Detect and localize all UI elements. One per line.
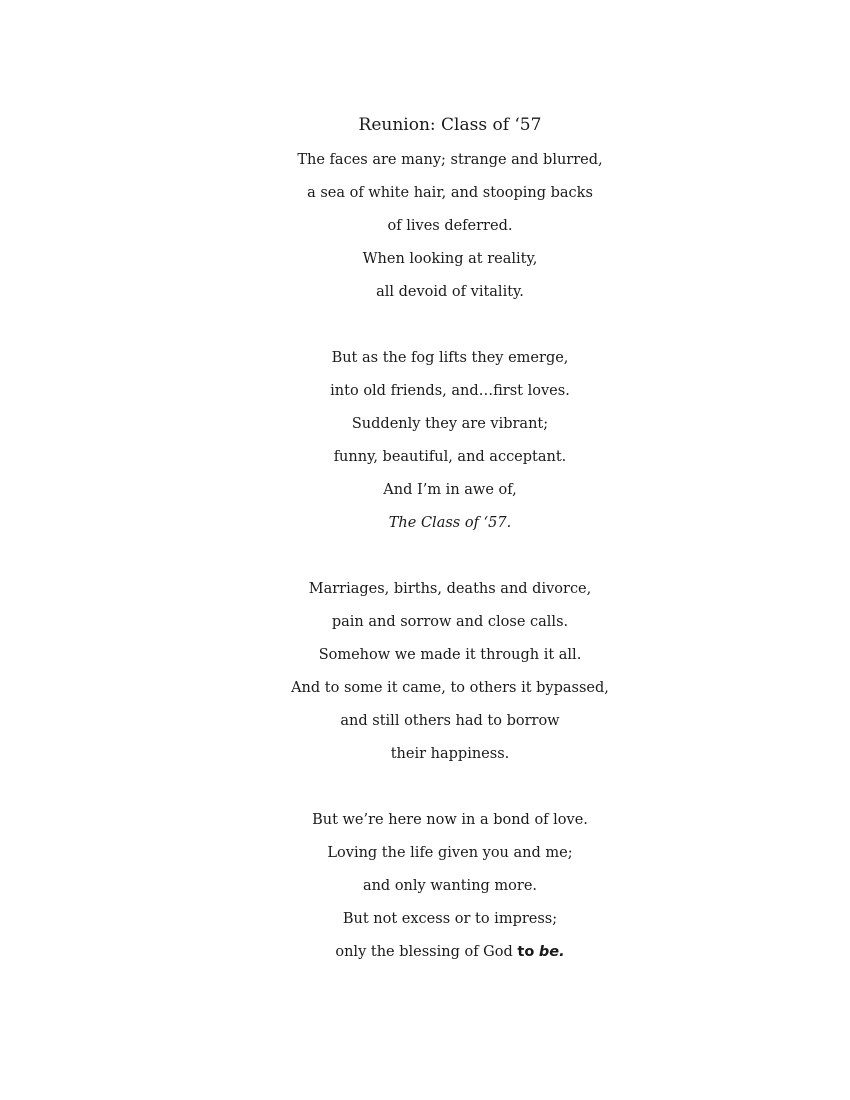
stanza-4 xyxy=(0,804,850,969)
poem-line: But we’re here now in a bond of love. xyxy=(312,812,588,828)
poem-line: of lives deferred. xyxy=(387,218,513,234)
poem-line: funny, beautiful, and acceptant. xyxy=(333,449,567,465)
poem-title: Reunion: Class of ‘57 xyxy=(358,115,542,135)
poem-line: all devoid of vitality. xyxy=(376,284,524,300)
poem-line: The faces are many; strange and blurred, xyxy=(297,152,603,168)
poem-line: a sea of white hair, and stooping backs xyxy=(307,185,593,201)
poem-line: Loving the life given you and me; xyxy=(327,845,573,861)
stanza-1 xyxy=(0,144,850,309)
final-line-text: only the blessing of God xyxy=(335,944,518,960)
poem-line: Somehow we made it through it all. xyxy=(318,647,582,663)
poem-line: and only wanting more. xyxy=(362,878,538,894)
poem-line: pain and sorrow and close calls. xyxy=(331,614,569,630)
stanza-3 xyxy=(0,573,850,771)
poem-line: their happiness. xyxy=(390,746,510,762)
poem-line: And I’m in awe of, xyxy=(383,482,517,498)
poem-line: Marriages, births, deaths and divorce, xyxy=(308,581,592,597)
poem-line-italic: The Class of ‘57. xyxy=(388,515,512,531)
poem-line: and still others had to borrow xyxy=(340,713,560,729)
poem-line: But not excess or to impress; xyxy=(342,911,558,927)
poem-line: But as the fog lifts they emerge, xyxy=(331,350,569,366)
stanza-2 xyxy=(0,342,850,540)
poem-line: And to some it came, to others it bypassed, xyxy=(291,680,609,696)
poem-line: When looking at reality, xyxy=(362,251,538,267)
final-line-bold-italic: be. xyxy=(538,944,565,960)
final-line-bold: to xyxy=(517,944,535,960)
poem-line: Suddenly they are vibrant; xyxy=(351,416,549,432)
poem-line: into old friends, and…first loves. xyxy=(330,383,570,399)
poem xyxy=(0,110,850,1002)
poem-final-line xyxy=(0,936,850,969)
